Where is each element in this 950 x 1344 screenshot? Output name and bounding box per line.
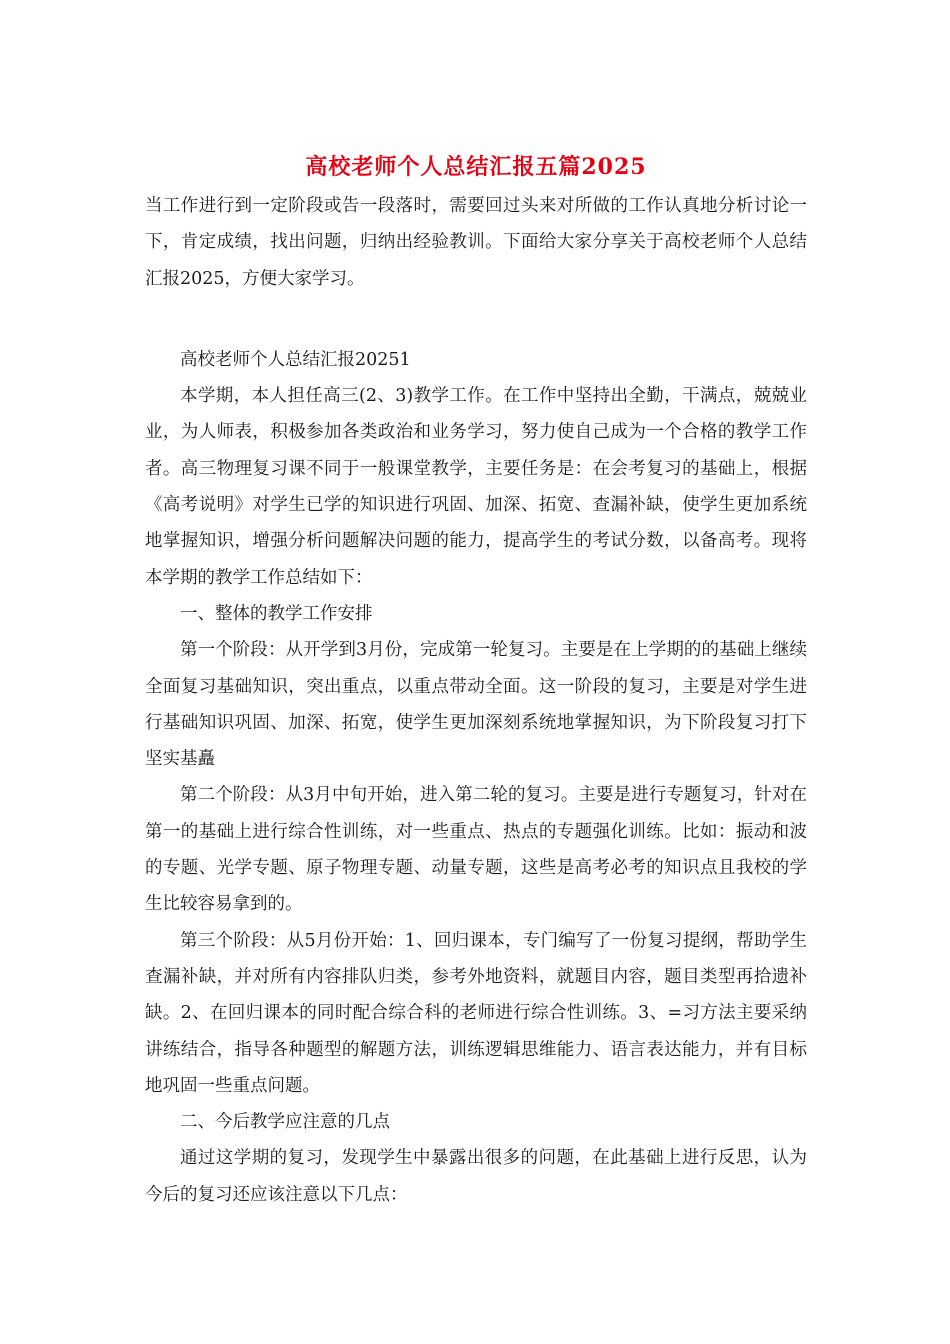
body-paragraph: 第一个阶段：从开学到3月份，完成第一轮复习。主要是在上学期的的基础上继续全面复习基础知识，突出重点，以重点带动全面。这一阶段的复习，主要是对学生进行基础知识巩固、加深、拓宽，使学生更加深刻系统地掌握知识，为下阶段复习打下坚实基矗 bbox=[145, 640, 807, 770]
subsection-heading: 二、今后教学应注意的几点 bbox=[180, 1112, 390, 1133]
document-title: 高校老师个人总结汇报五篇2025 bbox=[305, 154, 647, 180]
section-heading: 高校老师个人总结汇报20251 bbox=[180, 349, 411, 370]
spacer bbox=[145, 297, 807, 342]
intro-paragraph: 当工作进行到一定阶段或告一段落时，需要回过头来对所做的工作认真地分析讨论一下，肯定成绩，找出问题，归纳出经验教训。下面给大家分享关于高校老师个人总结汇报2025，方便大家学习。 bbox=[145, 196, 807, 289]
body-paragraph: 第二个阶段：从3月中旬开始，进入第二轮的复习。主要是进行专题复习，针对在第一的基础上进行综合性训练，对一些重点、热点的专题强化训练。比如：振动和波的专题、光学专题、原子物理专题、动量专题，这些是高考必考的知识点且我校的学生比较容易拿到的。 bbox=[145, 785, 807, 915]
body-paragraph: 通过这学期的复习，发现学生中暴露出很多的问题，在此基础上进行反思，认为今后的复习还应该注意以下几点： bbox=[145, 1148, 807, 1205]
document-page bbox=[145, 150, 807, 1213]
body-paragraph: 第三个阶段：从5月份开始：1、回归课本，专门编写了一份复习提纲，帮助学生查漏补缺，并对所有内容排队归类，参考外地资料，就题目内容，题目类型再拾遗补缺。2、在回归课本的同时配合综合科的老师进行综合性训练。3、=习方法主要采纳讲练结合，指导各种题型的解题方法，训练逻辑思维能力、语言表达能力，并有目标地巩固一些重点问题。 bbox=[145, 930, 807, 1096]
subsection-heading: 一、整体的教学工作安排 bbox=[180, 603, 373, 624]
body-paragraph: 本学期，本人担任高三(2、3)教学工作。在工作中坚持出全勤，干满点，兢兢业业，为人师表，积极参加各类政治和业务学习，努力使自己成为一个合格的教学工作者。高三物理复习课不同于一般课堂教学，主要任务是：在会考复习的基础上，根据《高考说明》对学生已学的知识进行巩固、加深、拓宽、查漏补缺，使学生更加系统地掌握知识，增强分析问题解决问题的能力，提高学生的考试分数，以备高考。现将本学期的教学工作总结如下： bbox=[145, 386, 807, 588]
